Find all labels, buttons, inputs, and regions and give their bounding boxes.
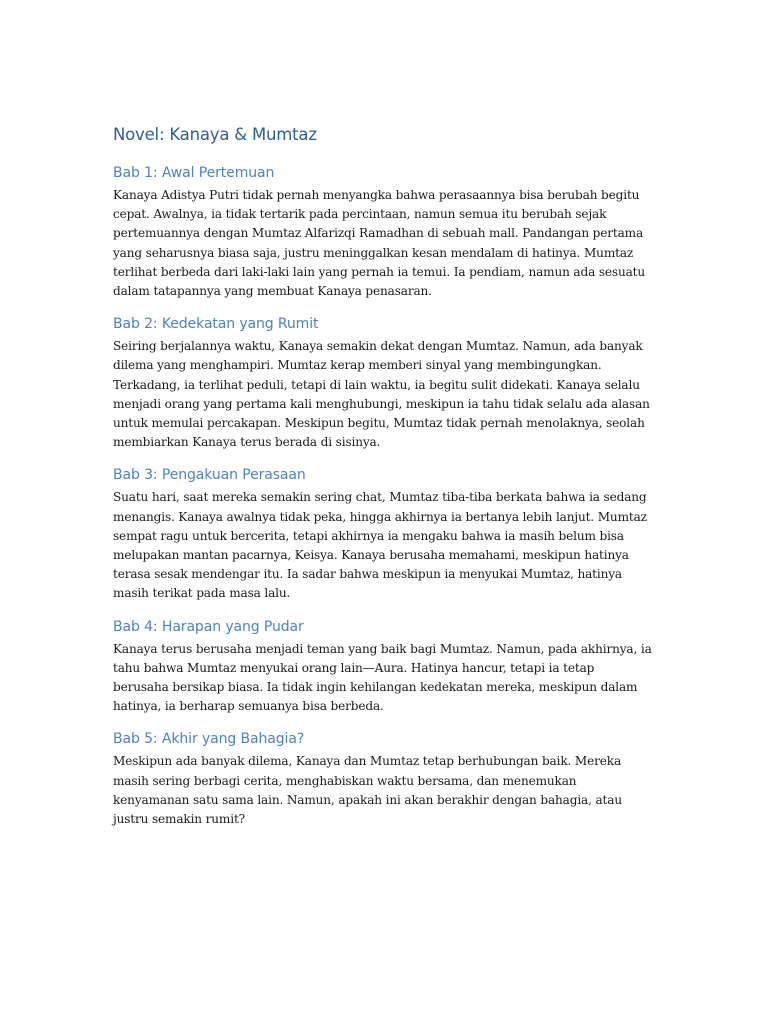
chapter-heading: Bab 5: Akhir yang Bahagia? [113, 731, 305, 748]
chapter-paragraph: Suatu hari, saat mereka semakin sering chat, Mumtaz tiba-tiba berkata bahwa ia sedang menangis. Kanaya awalnya tidak peka, hingga akhirnya ia bertanya lebih lanjut. Mumtaz sempat ragu untuk bercerita, tetapi akhirnya ia mengaku bahwa ia masih belum bisa melupakan mantan pacarnya, Keisya. Kanaya berusaha memahami, meskipun hatinya terasa sesak mendengar itu. Ia sadar bahwa meskipun ia menyukai Mumtaz, hatinya masih terikat pada masa lalu. [113, 490, 647, 601]
chapter-paragraph: Meskipun ada banyak dilema, Kanaya dan Mumtaz tetap berhubungan baik. Mereka masih sering berbagi cerita, menghabiskan waktu bersama, dan menemukan kenyamanan satu sama lain. Namun, apakah ini akan berakhir dengan bahagia, atau justru semakin rumit? [113, 754, 622, 827]
chapter-5 [113, 729, 653, 829]
chapter-paragraph: Kanaya terus berusaha menjadi teman yang baik bagi Mumtaz. Namun, pada akhirnya, ia tahu bahwa Mumtaz menyukai orang lain—Aura. Hatinya hancur, tetapi ia tetap berusaha bersikap biasa. Ia tidak ingin kehilangan kedekatan mereka, meskipun dalam hatinya, ia berharap semuanya bisa berbeda. [113, 641, 652, 714]
chapter-heading: Bab 1: Awal Pertemuan [113, 165, 275, 181]
chapter-1 [113, 163, 653, 301]
chapter-heading: Bab 3: Pengakuan Perasaan [113, 467, 306, 484]
chapter-paragraph: Seiring berjalannya waktu, Kanaya semakin dekat dengan Mumtaz. Namun, ada banyak dilema yang menghampiri. Mumtaz kerap memberi sinyal yang membingungkan. Terkadang, ia terlihat peduli, tetapi di lain waktu, ia begitu sulit didekati. Kanaya selalu menjadi orang yang pertama kali menghubungi, meskipun ia tahu tidak selalu ada alasan untuk memulai percakapan. Meskipun begitu, Mumtaz tidak pernah menolaknya, seolah membiarkan Kanaya terus berada di sisinya. [113, 339, 650, 450]
chapter-paragraph: Kanaya Adistya Putri tidak pernah menyangka bahwa perasaannya bisa berubah begitu cepat. Awalnya, ia tidak tertarik pada percintaan, namun semua itu berubah sejak pertemuannya dengan Mumtaz Alfarizqi Ramadhan di sebuah mall. Pandangan pertama yang seharusnya biasa saja, justru meninggalkan kesan mendalam di hatinya. Mumtaz terlihat berbeda dari laki-laki lain yang pernah ia temui. Ia pendiam, namun ada sesuatu dalam tatapannya yang membuat Kanaya penasaran. [113, 188, 646, 299]
chapter-heading: Bab 2: Kedekatan yang Rumit [113, 316, 319, 333]
chapter-2 [113, 314, 653, 452]
document-title: Novel: Kanaya & Mumtaz [113, 125, 317, 144]
document-page [113, 124, 653, 842]
chapter-heading: Bab 4: Harapan yang Pudar [113, 618, 304, 635]
chapter-3 [113, 465, 653, 603]
chapter-4 [113, 617, 653, 717]
